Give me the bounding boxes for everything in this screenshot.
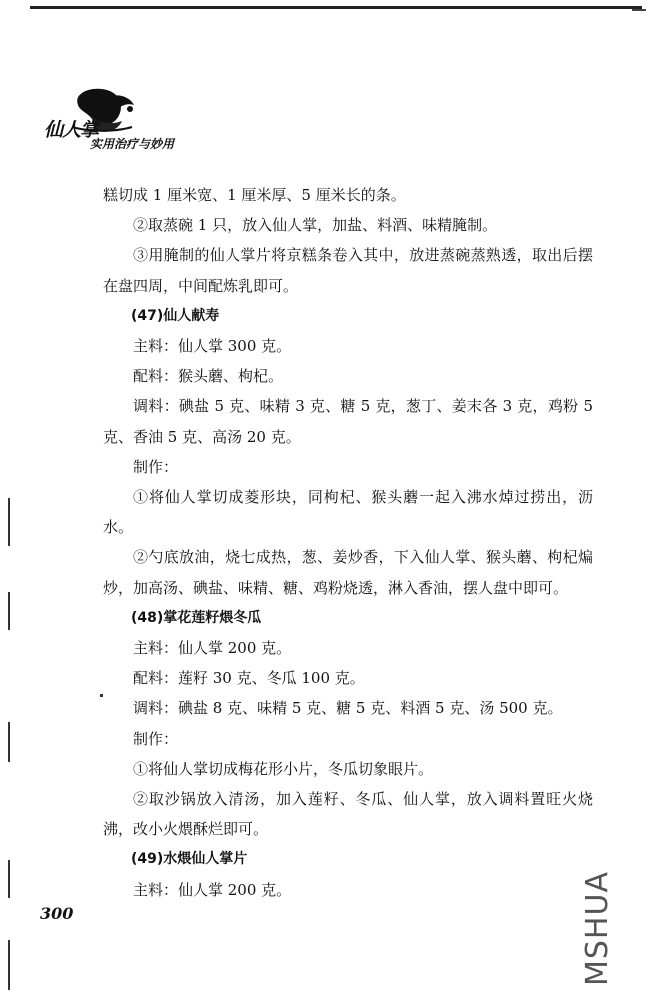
body-paragraph: ③用腌制的仙人掌片将京糕条卷入其中，放进蒸碗蒸熟透，取出后摆在盘四周，中间配炼乳即可。 — [103, 246, 593, 295]
watermark-text: MSHUA — [580, 871, 615, 986]
margin-mark — [8, 860, 10, 898]
body-paragraph: 调料：碘盐 8 克、味精 5 克、糖 5 克、料酒 5 克、汤 500 克。 — [133, 699, 563, 718]
body-paragraph: 配料：莲籽 30 克、冬瓜 100 克。 — [133, 669, 365, 688]
body-paragraph: ②勺底放油，烧七成热，葱、姜炒香，下入仙人掌、猴头蘑、枸杞煸炒，加高汤、碘盐、味精、糖、鸡粉烧透，淋入香油，摆人盘中即可。 — [103, 548, 593, 597]
body-paragraph: ①将仙人掌切成菱形块，同枸杞、猴头蘑一起入沸水焯过捞出，沥水。 — [103, 488, 593, 537]
body-paragraph: 制作： — [133, 729, 179, 748]
body-paragraph: ①将仙人掌切成梅花形小片，冬瓜切象眼片。 — [133, 759, 434, 778]
top-rule-end — [632, 9, 646, 11]
body-paragraph: 主料：仙人掌 200 克。 — [133, 880, 292, 899]
header-subtitle: 实用治疗与妙用 — [90, 137, 175, 151]
body-paragraph: ②取蒸碗 1 只，放入仙人掌，加盐、料酒、味精腌制。 — [133, 216, 498, 235]
margin-mark — [8, 940, 10, 990]
header-title-text: 仙人掌 — [44, 119, 99, 141]
body-text — [103, 180, 593, 905]
body-paragraph: 主料：仙人掌 200 克。 — [133, 639, 292, 658]
recipe-heading: (48)掌花莲籽煨冬瓜 — [131, 609, 262, 626]
recipe-heading: (47)仙人献寿 — [131, 307, 220, 324]
body-paragraph: 调料：碘盐 5 克、味精 3 克、糖 5 克，葱丁、姜末各 3 克，鸡粉 5 克、香油 5 克、高汤 20 克。 — [103, 397, 593, 446]
margin-mark — [8, 722, 10, 762]
running-header — [40, 85, 220, 160]
body-paragraph: 制作： — [133, 457, 179, 476]
body-paragraph: 配料：猴头蘑、枸杞。 — [133, 367, 284, 386]
body-paragraph: 糕切成 1 厘米宽、1 厘米厚、5 厘米长的条。 — [103, 186, 406, 204]
recipe-heading: (49)水煨仙人掌片 — [131, 851, 248, 868]
margin-mark — [8, 498, 10, 546]
top-rule — [30, 6, 642, 9]
body-paragraph: 主料：仙人掌 300 克。 — [133, 337, 292, 356]
body-paragraph: ②取沙锅放入清汤，加入莲籽、冬瓜、仙人掌，放入调料置旺火烧沸，改小火煨酥烂即可。 — [103, 790, 593, 839]
page-number: 300 — [40, 904, 74, 923]
margin-dot — [100, 694, 103, 697]
margin-mark — [8, 592, 10, 630]
